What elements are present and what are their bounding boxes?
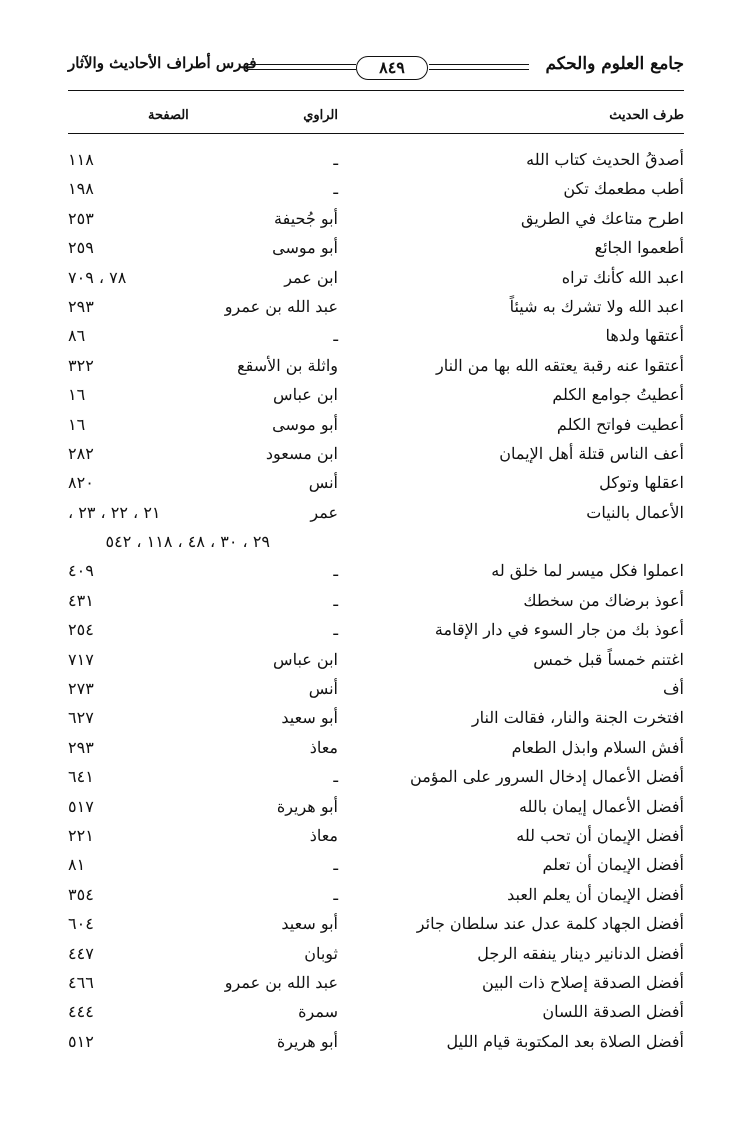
- index-row-continuation: [68, 530, 684, 559]
- hadith-text: أفضل الجهاد كلمة عدل عند سلطان جائر: [416, 914, 684, 934]
- page-refs: ٦٢٧: [68, 708, 94, 728]
- index-row: [68, 295, 684, 324]
- index-row: [68, 442, 684, 471]
- narrator: أبو موسى: [272, 238, 338, 258]
- header-double-rule: [248, 64, 356, 70]
- hadith-text: الأعمال بالنيات: [586, 502, 684, 522]
- hadith-text: أفضل الصلاة بعد المكتوبة قيام الليل: [446, 1031, 684, 1051]
- narrator: ابن مسعود: [265, 443, 338, 463]
- page-refs: ١٦: [68, 385, 86, 405]
- page-refs: ٢٥٩: [68, 238, 94, 258]
- page-refs: ٤٠٩: [68, 561, 94, 581]
- narrator: عبد الله بن عمرو: [224, 972, 338, 992]
- index-row: [68, 354, 684, 383]
- narrator: أنس: [308, 473, 338, 493]
- index-row: [68, 706, 684, 735]
- narrator: ـ: [333, 884, 338, 904]
- page-refs: ٦٠٤: [68, 914, 94, 934]
- page-refs: ٧١٧: [68, 649, 94, 669]
- index-row: [68, 883, 684, 912]
- hadith-text: أفضل الدنانير دينار ينفقه الرجل: [477, 943, 684, 963]
- column-header-page: الصفحة: [148, 108, 189, 123]
- column-headers: [68, 108, 684, 130]
- hadith-text: أفضل الصدقة اللسان: [542, 1002, 684, 1022]
- page-refs: ٤٣١: [68, 590, 94, 610]
- header-double-rule: [429, 64, 529, 70]
- page-refs: ٢٥٤: [68, 620, 94, 640]
- hadith-text: اعبد الله كأنك تراه: [561, 267, 684, 287]
- narrator: عبد الله بن عمرو: [224, 296, 338, 316]
- hadith-text: أطب مطعمك تكن: [563, 179, 684, 199]
- index-row: [68, 471, 684, 500]
- column-divider: [68, 133, 684, 134]
- hadith-text: أفضل الصدقة إصلاح ذات البين: [482, 972, 684, 992]
- index-row: [68, 824, 684, 853]
- index-page: [68, 42, 684, 1102]
- hadith-text: اعقلها وتوكل: [599, 473, 684, 493]
- page-refs: ٢٧٣: [68, 679, 94, 699]
- hadith-text: افتخرت الجنة والنار، فقالت النار: [471, 708, 684, 728]
- narrator: أبو سعيد: [281, 708, 338, 728]
- page-refs: ٢٩٣: [68, 737, 94, 757]
- narrator: واثلة بن الأسقع: [237, 355, 338, 375]
- narrator: ـ: [333, 620, 338, 640]
- header-divider: [68, 90, 684, 91]
- narrator: أبو هريرة: [276, 1031, 338, 1051]
- page-refs: ٢١ ، ٢٢ ، ٢٣ ،: [68, 502, 161, 522]
- narrator: أبو جُحيفة: [274, 208, 338, 228]
- column-header-hadith: طرف الحديث: [609, 108, 684, 123]
- page-refs: ٨١: [68, 855, 86, 875]
- index-row: [68, 618, 684, 647]
- index-row: [68, 589, 684, 618]
- page-number: ٨٤٩: [356, 56, 428, 80]
- hadith-text: أصدقُ الحديث كتاب الله: [526, 150, 684, 169]
- page-refs: ٧٨ ، ٧٠٩: [68, 267, 127, 287]
- page-refs: ٨٢٠: [68, 473, 94, 493]
- narrator: ابن عمر: [284, 267, 338, 287]
- index-row: [68, 795, 684, 824]
- page-refs: ٦٤١: [68, 767, 94, 787]
- index-row: [68, 648, 684, 677]
- narrator: أبو سعيد: [281, 914, 338, 934]
- page-refs: ٤٤٤: [68, 1002, 94, 1022]
- index-entries: [68, 148, 684, 1059]
- running-header: [68, 42, 684, 82]
- narrator: ـ: [333, 767, 338, 787]
- narrator: ـ: [333, 326, 338, 346]
- hadith-text: أفش السلام وابذل الطعام: [511, 737, 684, 757]
- index-row: [68, 236, 684, 265]
- index-row: [68, 177, 684, 206]
- narrator: ابن عباس: [273, 385, 338, 405]
- hadith-text: أعتقها ولدها: [605, 326, 684, 346]
- index-row: [68, 383, 684, 412]
- page-refs: ٣٢٢: [68, 355, 94, 375]
- page-refs: ٢٥٣: [68, 208, 94, 228]
- index-row: [68, 765, 684, 794]
- hadith-text: أعطيتُ جوامع الكلم: [552, 385, 684, 405]
- hadith-text: أطعموا الجائع: [594, 238, 684, 258]
- hadith-text: أفضل الأعمال إدخال السرور على المؤمن: [410, 767, 684, 787]
- page-refs: ٥١٧: [68, 796, 94, 816]
- index-row: [68, 413, 684, 442]
- index-row: [68, 207, 684, 236]
- hadith-text: أعطيت فواتح الكلم: [556, 414, 684, 434]
- hadith-text: اطرح متاعك في الطريق: [521, 208, 684, 228]
- hadith-text: اعملوا فكل ميسر لما خلق له: [491, 561, 684, 581]
- index-row: [68, 148, 684, 177]
- page-refs: ١٩٨: [68, 179, 94, 199]
- hadith-text: أعتقوا عنه رقبة يعتقه الله بها من النار: [435, 355, 684, 375]
- index-row: [68, 1000, 684, 1029]
- hadith-text: أفضل الأعمال إيمان بالله: [518, 796, 684, 816]
- hadith-text: أف: [662, 679, 684, 699]
- page-refs: ٤٦٦: [68, 972, 94, 992]
- index-row: [68, 912, 684, 941]
- hadith-text: أعوذ بك من جار السوء في دار الإقامة: [434, 620, 684, 640]
- index-row: [68, 942, 684, 971]
- hadith-text: اغتنم خمساً قبل خمس: [533, 649, 684, 669]
- hadith-text: أفضل الإيمان أن تعلم: [542, 855, 684, 875]
- page-refs: ٥١٢: [68, 1031, 94, 1051]
- book-title: جامع العلوم والحكم: [545, 54, 684, 74]
- hadith-text: أعف الناس قتلة أهل الإيمان: [499, 443, 684, 463]
- hadith-text: أعوذ برضاك من سخطك: [523, 590, 684, 610]
- narrator: ثوبان: [304, 943, 338, 963]
- page-refs: ٢٢١: [68, 825, 94, 845]
- narrator: أنس: [308, 679, 338, 699]
- index-row: [68, 501, 684, 530]
- page-refs: ٢٨٢: [68, 443, 94, 463]
- narrator: ـ: [333, 150, 338, 169]
- index-row: [68, 266, 684, 295]
- narrator: أبو هريرة: [276, 796, 338, 816]
- narrator: ابن عباس: [273, 649, 338, 669]
- index-title: فهرس أطراف الأحاديث والآثار: [68, 54, 257, 72]
- narrator: ـ: [333, 179, 338, 199]
- index-row: [68, 971, 684, 1000]
- narrator: معاذ: [309, 825, 338, 845]
- page-refs: ٨٦: [68, 326, 86, 346]
- page-refs-continued: ٢٩ ، ٣٠ ، ٤٨ ، ١١٨ ، ٥٤٢: [105, 532, 270, 552]
- page-refs: ٣٥٤: [68, 884, 94, 904]
- narrator: ـ: [333, 561, 338, 581]
- narrator: ـ: [333, 590, 338, 610]
- index-row: [68, 1030, 684, 1059]
- index-row: [68, 736, 684, 765]
- page-refs: ٢٩٣: [68, 296, 94, 316]
- narrator: أبو موسى: [272, 414, 338, 434]
- hadith-text: أفضل الإيمان أن يعلم العبد: [507, 884, 684, 904]
- column-header-narrator: الراوي: [303, 108, 338, 123]
- narrator: معاذ: [309, 737, 338, 757]
- narrator: عمر: [310, 502, 338, 522]
- narrator: سمرة: [298, 1002, 338, 1022]
- hadith-text: أفضل الإيمان أن تحب لله: [516, 825, 684, 845]
- index-row: [68, 677, 684, 706]
- narrator: ـ: [333, 855, 338, 875]
- page-refs: ٤٤٧: [68, 943, 94, 963]
- index-row: [68, 324, 684, 353]
- index-row: [68, 853, 684, 882]
- page-refs: ١١٨: [68, 150, 94, 169]
- hadith-text: اعبد الله ولا تشرك به شيئاً: [509, 296, 684, 316]
- page-refs: ١٦: [68, 414, 86, 434]
- index-row: [68, 559, 684, 588]
